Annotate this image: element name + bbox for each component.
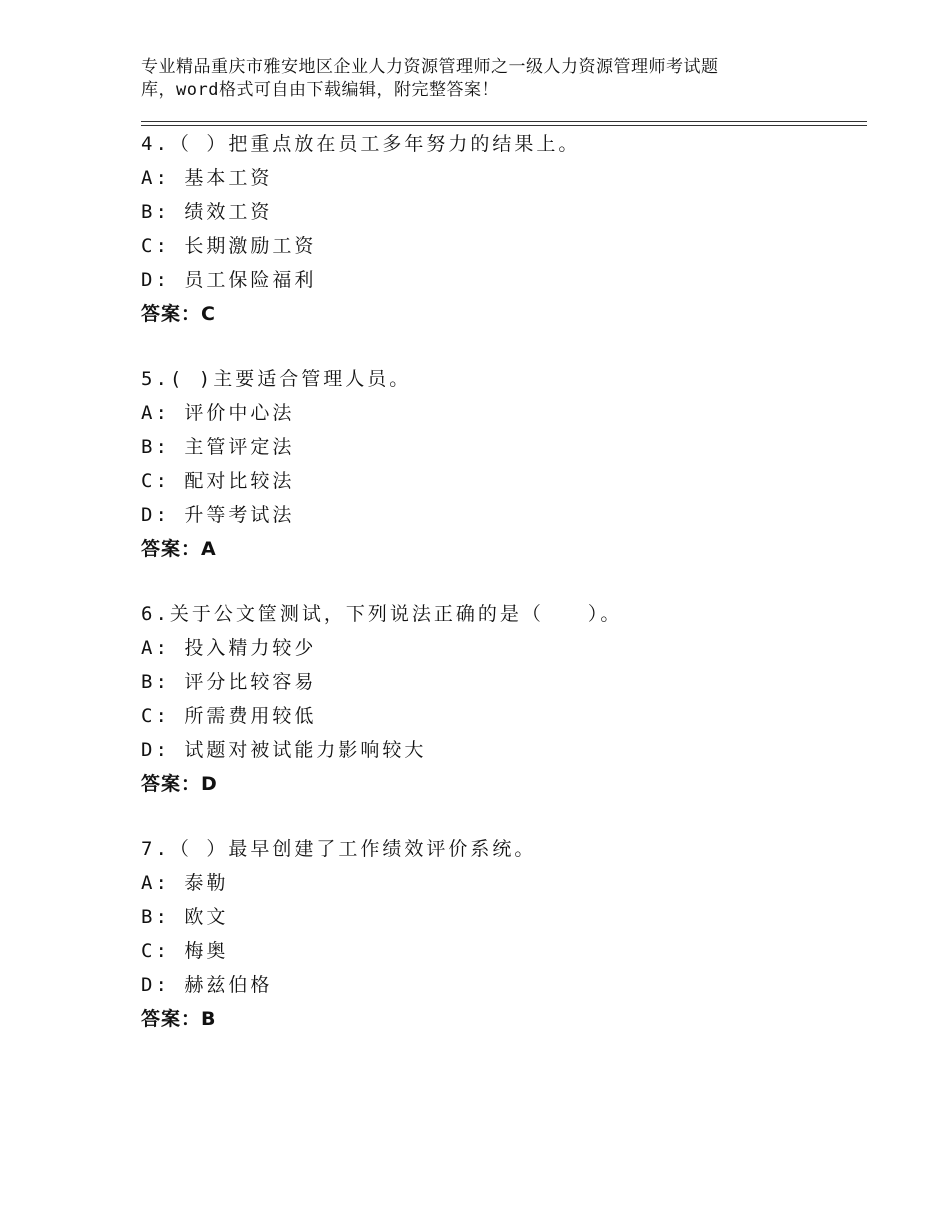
header-line-1: 专业精品重庆市雅安地区企业人力资源管理师之一级人力资源管理师考试题: [141, 57, 719, 77]
question-stem: 6.关于公文筐测试，下列说法正确的是（ ）。: [141, 603, 623, 625]
answer-text: 答案：A: [141, 538, 217, 560]
option-a: A: 基本工资: [141, 167, 273, 189]
option-c: C: 配对比较法: [141, 470, 295, 492]
question-5: [141, 362, 841, 566]
question-stem: 7.（ ）最早创建了工作绩效评价系统。: [141, 838, 537, 860]
question-6: [141, 597, 841, 801]
question-list: [141, 127, 841, 1067]
option-d: D: 升等考试法: [141, 504, 295, 526]
option-d: D: 员工保险福利: [141, 269, 317, 291]
option-a: A: 泰勒: [141, 872, 229, 894]
option-d: D: 试题对被试能力影响较大: [141, 739, 427, 761]
option-c: C: 所需费用较低: [141, 705, 317, 727]
question-stem: 5.( )主要适合管理人员。: [141, 368, 412, 390]
answer-text: 答案：D: [141, 773, 218, 795]
option-b: B: 主管评定法: [141, 436, 295, 458]
option-a: A: 评价中心法: [141, 402, 295, 424]
option-b: B: 欧文: [141, 906, 229, 928]
option-a: A: 投入精力较少: [141, 637, 317, 659]
option-c: C: 梅奥: [141, 940, 229, 962]
option-d: D: 赫兹伯格: [141, 974, 273, 996]
option-c: C: 长期激励工资: [141, 235, 317, 257]
header-divider: [141, 121, 867, 126]
document-header: [141, 56, 781, 102]
question-stem: 4.（ ）把重点放在员工多年努力的结果上。: [141, 133, 581, 155]
option-b: B: 评分比较容易: [141, 671, 317, 693]
answer-text: 答案：B: [141, 1008, 217, 1030]
answer-text: 答案：C: [141, 303, 216, 325]
question-4: [141, 127, 841, 331]
header-line-2: 库，word格式可自由下载编辑，附完整答案！: [141, 80, 499, 100]
question-7: [141, 832, 841, 1036]
option-b: B: 绩效工资: [141, 201, 273, 223]
